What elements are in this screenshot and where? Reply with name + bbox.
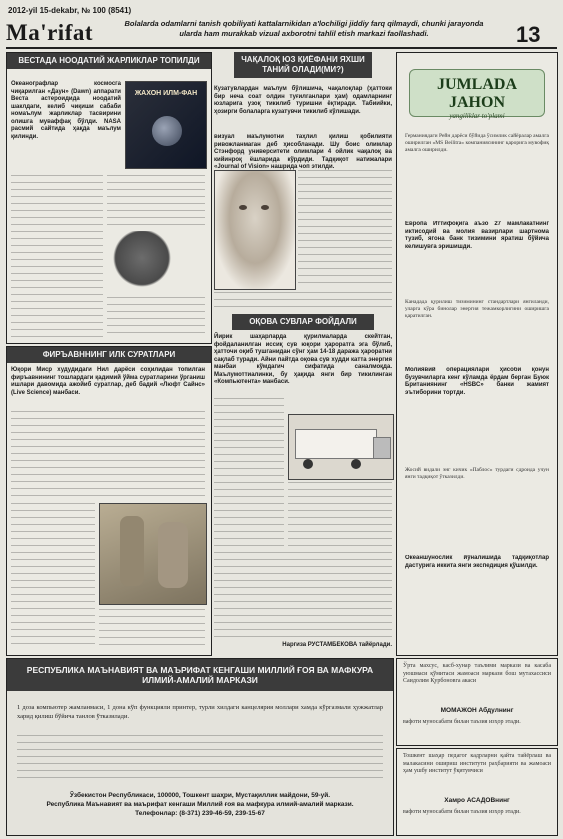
article-title: ОҚОВА СУВЛАР ФОЙДАЛИ <box>232 314 374 330</box>
world-news-item: Германиядаги Рейн дарёси бўйида ўсимлик сайёралар амалга оширилган «MS Beilitra» компаниясининг қарорига мувофиқ амалга оширилди. <box>405 133 549 153</box>
article-lead: Юқори Миср худудидаги Нил дарёси соҳилидан топилган фиръавнининг тошлардаги қадимий ўйма суратларини ўрганиш ишлари давомида ажойиб суратлар, деб бадий «Люфт Сайнс» (Live Science) манбаси. <box>11 367 205 396</box>
article-body-right <box>298 170 392 288</box>
article-lead: Кузатувлардан маълум бўлишича, чақалоқлар (ҳаттоки бир неча соат олдин туғилганлари ҳам) одамларнинг юзларига узоқ тикилиб туришни ёқтиради. Табиийки, ҳозирги болаларга кузатувчи тикилиб кўлишади. <box>214 86 392 115</box>
world-news-subtitle: yangiliklar to'plami <box>449 112 505 120</box>
article-lead-continued: визуал маълумотни таҳлил қилиш қобилияти ривожланмаган деб ҳисобланади. Шу боис олимлар Стэнфорд университети олимлари 4 ойлик чақалоқ ва кийинроқ ёшларида кўрдиди. Тадқиқот натижалари «Journal of Vision» нашрида чоп этилди. <box>214 134 392 170</box>
article-lead: Йирик шаҳарларда қурилмаларда скейтган, фойдаланилган иссиқ сув юқори ҳароратга эга бўлиб, ҳатточи оқиб тушганидан сўнг ҳам 14-18 даража ҳароратни сақлаб туради. Айни пайтда оқова сув худди катта энергия манбаи кўмдагич сифатида саналмоқда. Маълумоттиалинки, бу ҳақида янги бир тикилинган «Компьютента» манбаси. <box>214 334 392 385</box>
article-title: ФИРЪАВННИНГ ИЛК СУРАТЛАРИ <box>7 347 211 363</box>
water-truck-image <box>288 414 394 480</box>
truck-tank <box>295 429 377 459</box>
book-cover-title: ЖАХОН ИЛМ-ФАН <box>134 90 198 97</box>
article-water <box>214 314 392 654</box>
book-cover-image <box>125 81 207 169</box>
article-body <box>214 292 392 310</box>
condolence-notice-1 <box>396 658 558 746</box>
truck-cab <box>373 437 391 459</box>
article-body-right-2 <box>107 297 205 339</box>
notice-phone: Телефонлар: (8-371) 239-46-59, 239-15-67 <box>135 810 265 817</box>
condolence-outro: вафоти муносабати билан таъзия изҳор этади. <box>403 719 521 725</box>
article-body-left <box>11 503 95 649</box>
condolence-text: Тошкент шаҳар педагог кадрларни қайта тайёрлаш ва малакасини ошириш институти раҳбарияти ва жамоаси ҳам ушбу институт ўқитувчиси <box>403 753 551 774</box>
article-body <box>11 175 103 339</box>
article-body <box>214 552 392 638</box>
condolence-text: Ўрта махсус, касб-хунар таълими маркази ва касаба уюшмаси қўмитаси жамоаси маркази бош мутахассиси Саидолим Қурбоновга акаси <box>403 663 551 684</box>
condolence-name: МОМАЖОН Абдулнинг <box>440 707 514 714</box>
article-author: Наргиза РУСТАМБЕКОВА тайёрлади. <box>282 642 392 648</box>
article-body-right <box>288 482 392 548</box>
condolence-name: Хамро АСАДОВнинг <box>444 797 510 804</box>
article-body-right <box>99 609 205 649</box>
page-number: 13 <box>516 22 541 47</box>
globe-icon <box>152 116 182 146</box>
rock-carving-image <box>99 503 207 605</box>
world-news-column <box>396 52 558 656</box>
world-news-title: JUMLADA JAHON <box>437 76 517 111</box>
truck-wheel-2 <box>351 459 361 469</box>
article-pharaohs <box>6 346 212 656</box>
world-news-item: Жосий видали энг кичик «Паблос» турдаги сдроида учун янги тадқиқот ўтказилди. <box>405 467 549 480</box>
world-news-list <box>405 133 549 645</box>
article-body-right <box>107 175 205 227</box>
world-news-item: Канадада қурилиш тизимининг стандартлари янгиланди, уларга кўра бинолар энергия тежамкорлигини оширишга қаратилган. <box>405 299 549 319</box>
notice-address-1: Ўзбекистон Республикаси, 100000, Тошкент шаҳри, Мустақиллик майдони, 59-уй. <box>69 792 331 799</box>
condolence-outro: вафоти муносабати билан таъзия изҳор этади. <box>403 809 521 815</box>
world-news-banner <box>409 69 545 120</box>
world-news-item: Европа Иттифоқига аъзо 27 мамлакатнинг иктисодий ва молия вазирлари шартнома тузиб, ягона банк тизимини яратиш бўйича келишувга эришишди. <box>405 221 549 250</box>
notice-body: 1 доза компьютер жамланмаси, 1 дона кўп функцияли принтер, турли хилдаги канцелярия моллари хамда кўргазмали ҳужжатлар харид қилиш бўйича танлов ўтказилади. <box>17 704 383 720</box>
masthead-tagline: Bolalarda odamlarni tanish qobiliyati kattalarnikidan a'lochiligi jiddiy farq qilmaydi, chunki jarayonda ularda ham murakkab vizual axborotni tahlil etish markazi faollashadi. <box>124 19 484 38</box>
article-body-left <box>214 398 284 548</box>
article-title: ЧАҚАЛОҚ ЮЗ ҚИЁФАНИ ЯХШИ ТАНИЙ ОЛАДИ(МИ?) <box>234 52 372 78</box>
carving-stone-right <box>158 522 188 588</box>
world-news-item: Молиявий операциялари ҳисоби қонун бузувчиларга кенг кўламда ёрдам берган Буюк Британиянинг «HSBC» банки жамият эътиборини тортди. <box>405 367 549 396</box>
notice-footer <box>17 791 383 818</box>
baby-photo <box>214 170 296 290</box>
truck-wheel-1 <box>303 459 313 469</box>
notice-address-2: Республика Маънавият ва маърифат кенгаши Миллий ғоя ва мафкура илмий-амалий маркази. <box>46 801 354 808</box>
carving-stone-left <box>120 516 144 586</box>
asteroid-image <box>107 231 177 291</box>
article-lead: Океанографлар космосга чиқарилган «Даун» (Dawn) аппарати Веста астероидида ноодатий шаклдаги, келиб чиқиши сабаби номаълум жарликлар тасвирини олишга муваффақ бўлди. NASA расмий сайтида ҳақда маълум қилинди. <box>11 81 121 140</box>
baby-eye-left <box>239 205 247 210</box>
baby-eye-right <box>261 205 269 210</box>
world-news-item: Океаншунослик йўналишида тадқиқотлар дастурига иккита янги экспедиция қўшилди. <box>405 555 549 569</box>
notice-title: РЕСПУБЛИКА МАЪНАВИЯТ ВА МАЪРИФАТ КЕНГАШИ МИЛЛИЙ ҒОЯ ВА МАФКУРА ИЛМИЙ-АМАЛИЙ МАРКАЗИ <box>7 659 393 691</box>
notice-box <box>6 658 394 836</box>
article-observatory <box>6 52 212 344</box>
article-body <box>11 411 205 497</box>
masthead-logo: Ma'rifat <box>6 20 94 45</box>
issue-date: 2012-yil 15-dekabr, № 100 (8541) <box>8 6 132 15</box>
article-faces <box>214 52 392 310</box>
condolence-notice-2 <box>396 748 558 836</box>
article-title: ВЕСТАДА НООДАТИЙ ЖАРЛИКЛАР ТОПИЛДИ <box>7 53 211 69</box>
header-divider <box>6 47 557 49</box>
notice-body-more <box>17 735 383 781</box>
